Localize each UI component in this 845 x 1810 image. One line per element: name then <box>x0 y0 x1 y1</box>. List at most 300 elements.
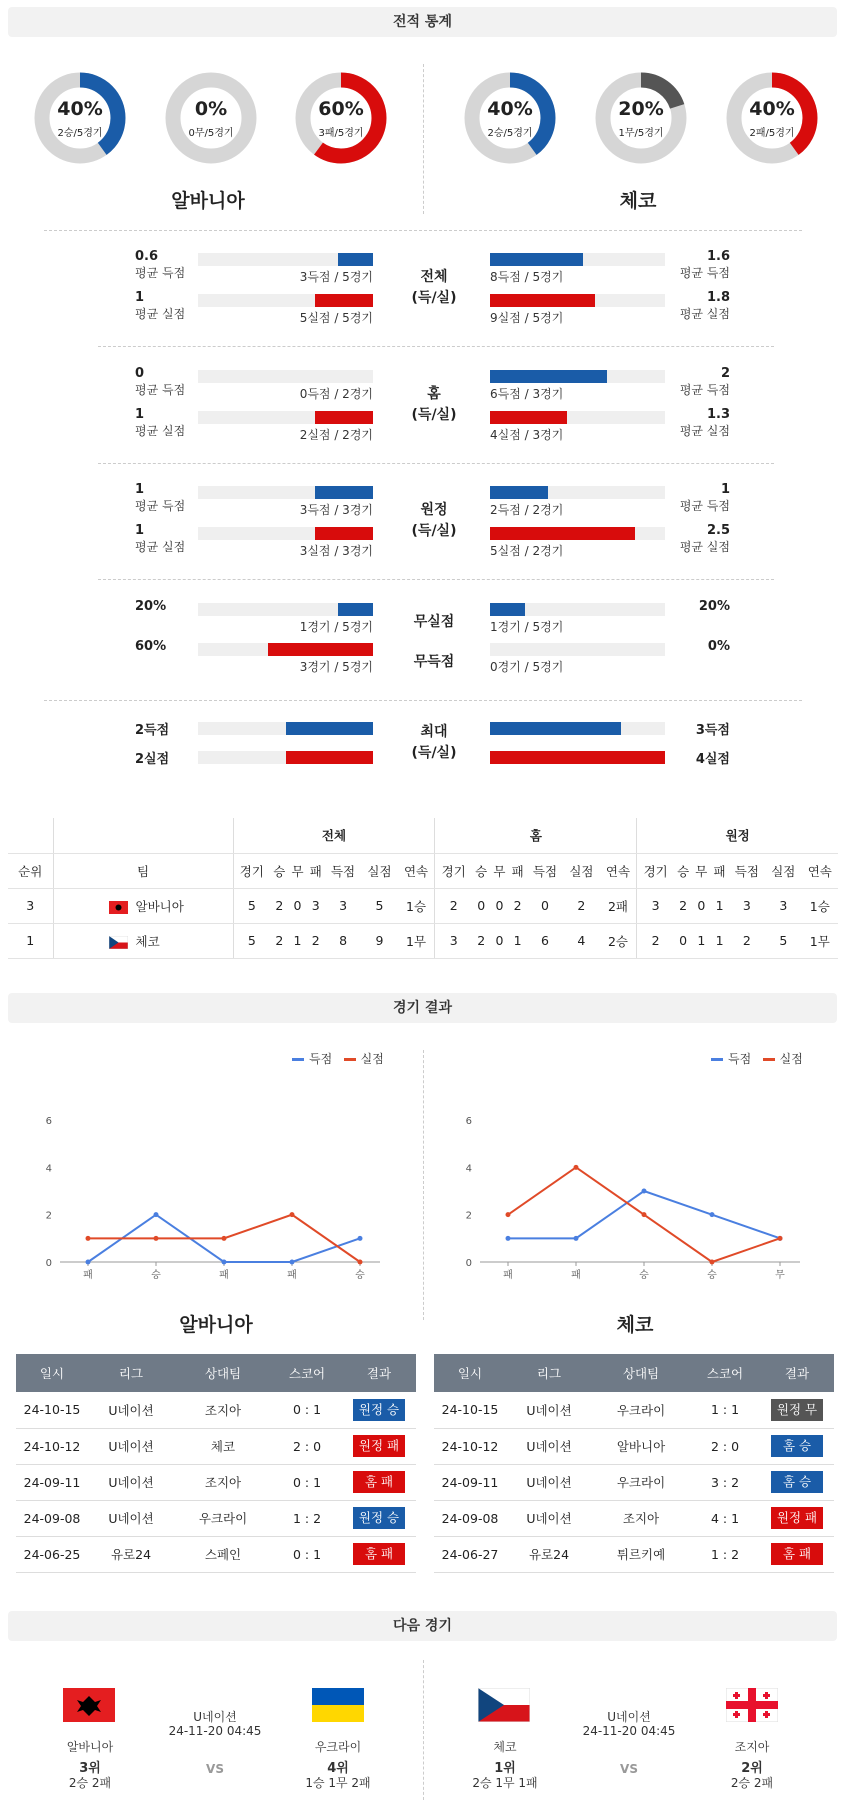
standings-header: 승 <box>674 853 692 888</box>
standings-cell: 2 <box>563 888 599 923</box>
standings-cell: 1 <box>692 923 710 958</box>
results-row[interactable] <box>434 1536 834 1572</box>
right-bar-fill <box>490 527 635 540</box>
results-cell: 우크라이 <box>592 1392 690 1428</box>
standings-header: 패 <box>710 853 728 888</box>
x-tick-label: 무 <box>775 1270 785 1281</box>
results-header: 일시 <box>16 1354 88 1392</box>
left-stat-value: 1 <box>135 407 145 422</box>
left-stat-value: 0.6 <box>135 249 159 264</box>
data-point <box>506 1212 511 1217</box>
results-header: 스코어 <box>690 1354 760 1392</box>
data-point <box>290 1260 295 1265</box>
left-stat-label: 평균 실점 <box>135 540 186 554</box>
results-outcome <box>760 1500 834 1536</box>
flag-ukraine <box>312 1688 364 1722</box>
results-table-right <box>434 1354 834 1573</box>
right-bar-label: 0경기 / 5경기 <box>490 660 564 674</box>
standings-header: 승 <box>472 853 490 888</box>
results-header: 상대팀 <box>174 1354 272 1392</box>
right-stat-label: 평균 득점 <box>679 383 730 397</box>
data-point <box>778 1236 783 1241</box>
y-tick-label: 0 <box>465 1258 472 1269</box>
divider <box>98 463 774 464</box>
next-home-record: 2승 1무 1패 <box>472 1776 538 1790</box>
results-cell: 체코 <box>174 1428 272 1464</box>
standings-header: 경기 <box>435 853 472 888</box>
clean-center-label: 무득점 <box>413 654 455 670</box>
donut-caption: 3패/5경기 <box>318 128 364 139</box>
standings-cell: 2승 <box>600 923 637 958</box>
data-point <box>86 1260 91 1265</box>
standings-cell: 0 <box>288 888 306 923</box>
left-bar-fill <box>338 253 373 266</box>
flag-albania <box>63 1688 115 1722</box>
donut-percent: 20% <box>618 98 664 120</box>
results-cell: U네이션 <box>88 1428 174 1464</box>
clean-center-label: 무실점 <box>413 614 455 630</box>
results-table-left <box>16 1354 416 1573</box>
results-header-row <box>434 1354 834 1392</box>
results-outcome <box>342 1392 416 1428</box>
results-header: 리그 <box>506 1354 592 1392</box>
donut-percent: 40% <box>749 98 795 120</box>
left-stat-label: 평균 실점 <box>135 424 186 438</box>
results-cell: 2 : 0 <box>690 1428 760 1464</box>
next-date: 24-11-20 04:45 <box>582 1724 676 1738</box>
results-cell: 유로24 <box>88 1536 174 1572</box>
flag-czech-icon <box>109 936 128 949</box>
result-badge: 홈 패 <box>353 1471 405 1493</box>
divider <box>98 579 774 580</box>
next-league: U네이션 <box>193 1710 237 1724</box>
results-cell: 우크라이 <box>592 1464 690 1500</box>
right-bar-fill <box>490 603 525 616</box>
legend-conceded: 실점 <box>360 1052 384 1066</box>
donut-caption: 0무/5경기 <box>188 128 234 139</box>
results-cell: U네이션 <box>506 1464 592 1500</box>
standings-cell: 9 <box>361 923 397 958</box>
standings-cell: 2 <box>509 888 527 923</box>
left-stat-label: 평균 득점 <box>135 383 186 397</box>
standings-header: 경기 <box>637 853 674 888</box>
right-bar-fill <box>490 411 567 424</box>
left-bar-fill <box>315 527 373 540</box>
next-home-name: 알바니아 <box>66 1740 114 1754</box>
results-cell: 유로24 <box>506 1536 592 1572</box>
left-stat-value: 1 <box>135 523 145 538</box>
left-bar-fill <box>315 294 373 307</box>
standings-cell: 6 <box>527 923 563 958</box>
y-tick-label: 2 <box>465 1210 472 1222</box>
standings-header: 패 <box>307 853 325 888</box>
compare-center-title: 전체 <box>420 269 448 285</box>
right-stat-label: 평균 실점 <box>679 307 730 321</box>
divider <box>44 230 802 231</box>
right-bar-track <box>490 643 665 656</box>
donut-caption: 2패/5경기 <box>749 128 795 139</box>
results-cell: 0 : 1 <box>272 1536 342 1572</box>
legend-line-conceded <box>344 1058 356 1061</box>
next-home-record: 2승 2패 <box>68 1776 112 1790</box>
standings-cell: 2 <box>674 888 692 923</box>
compare-center-sub: (득/실) <box>411 407 457 423</box>
result-badge: 원정 승 <box>353 1399 405 1421</box>
donut-percent: 40% <box>57 98 103 120</box>
compare-center-title: 원정 <box>420 502 448 518</box>
standings-cell: 0 <box>527 888 563 923</box>
results-cell: 2 : 0 <box>272 1428 342 1464</box>
standings-cell: 2 <box>270 888 288 923</box>
legend-line-score <box>292 1058 304 1061</box>
left-stat-value: 1 <box>135 290 145 305</box>
donut-chart <box>462 70 558 166</box>
results-cell: 24-09-11 <box>16 1464 88 1500</box>
results-outcome <box>342 1500 416 1536</box>
results-cell: 1 : 2 <box>272 1500 342 1536</box>
left-stat-value: 1 <box>135 482 145 497</box>
chart-legend-right <box>711 1050 803 1067</box>
results-cell: U네이션 <box>506 1428 592 1464</box>
y-tick-label: 6 <box>45 1116 52 1127</box>
divider <box>44 700 802 701</box>
standings-group-away: 원정 <box>637 818 838 853</box>
compare-center-sub: (득/실) <box>411 290 457 306</box>
right-stat-value: 2 <box>720 366 730 381</box>
standings-header: 연속 <box>802 853 838 888</box>
data-point <box>154 1236 159 1241</box>
data-point <box>358 1260 363 1265</box>
standings-cell: 2 <box>637 923 674 958</box>
result-badge: 원정 패 <box>771 1507 823 1529</box>
results-row[interactable] <box>434 1428 834 1464</box>
right-stat-value: 20% <box>698 599 730 614</box>
standings-cell: 1승 <box>802 888 838 923</box>
y-tick-label: 0 <box>45 1258 52 1269</box>
left-stat-label: 평균 득점 <box>135 499 186 513</box>
results-row[interactable] <box>16 1428 416 1464</box>
standings-cell: 3 <box>435 923 472 958</box>
results-cell: U네이션 <box>88 1500 174 1536</box>
vs-label: VS <box>620 1762 638 1776</box>
standings-header: 실점 <box>765 853 801 888</box>
left-stat-label: 평균 득점 <box>135 266 186 280</box>
results-outcome <box>760 1428 834 1464</box>
max-left-value: 2실점 <box>135 752 170 767</box>
standings-cell: 3 <box>765 888 801 923</box>
data-point <box>574 1165 579 1170</box>
standings-header: 연속 <box>398 853 435 888</box>
standings-header: 연속 <box>600 853 637 888</box>
results-cell: 조지아 <box>592 1500 690 1536</box>
results-row[interactable] <box>16 1392 416 1428</box>
results-cell: 24-09-11 <box>434 1464 506 1500</box>
standings-row <box>8 923 838 958</box>
standings-cell: 4 <box>563 923 599 958</box>
section-title-stats: 전적 통계 <box>8 7 837 37</box>
results-cell: 0 : 1 <box>272 1392 342 1428</box>
y-tick-label: 4 <box>465 1163 472 1175</box>
left-bar-fill <box>315 411 373 424</box>
results-header: 리그 <box>88 1354 174 1392</box>
divider <box>423 64 424 214</box>
right-bar-fill <box>490 253 583 266</box>
legend-line-conceded <box>763 1058 775 1061</box>
results-cell: 스페인 <box>174 1536 272 1572</box>
results-cell: 조지아 <box>174 1464 272 1500</box>
standings-header: 무 <box>490 853 508 888</box>
standings-rank: 3 <box>8 888 53 923</box>
standings-cell: 2패 <box>600 888 637 923</box>
results-header: 상대팀 <box>592 1354 690 1392</box>
divider <box>423 1660 424 1800</box>
standings-cell: 5 <box>765 923 801 958</box>
results-row[interactable] <box>434 1392 834 1428</box>
flag-albania-icon <box>109 901 128 914</box>
right-bar-label: 9실점 / 5경기 <box>490 311 564 325</box>
right-bar-label: 6득점 / 3경기 <box>490 387 564 401</box>
standings-header: 득점 <box>527 853 563 888</box>
max-right-value: 4실점 <box>695 752 730 767</box>
results-cell: 0 : 1 <box>272 1464 342 1500</box>
standings-team[interactable] <box>53 888 233 923</box>
standings-cell: 5 <box>233 888 270 923</box>
next-away-rank: 4위 <box>327 1761 349 1776</box>
standings-header: 승 <box>270 853 288 888</box>
x-tick-label: 승 <box>639 1270 649 1281</box>
result-badge: 원정 무 <box>771 1399 823 1421</box>
results-cell: 튀르키예 <box>592 1536 690 1572</box>
standings-header: 실점 <box>361 853 397 888</box>
standings-cell: 0 <box>692 888 710 923</box>
left-bar-label: 5실점 / 5경기 <box>299 311 373 325</box>
right-bar-fill <box>490 722 621 735</box>
divider <box>423 1050 424 1320</box>
results-cell: 24-10-12 <box>434 1428 506 1464</box>
next-away-record: 1승 1무 2패 <box>305 1776 371 1790</box>
left-bar-label: 3경기 / 5경기 <box>299 660 373 674</box>
standings-cell: 2 <box>729 923 765 958</box>
standings-header: 득점 <box>325 853 361 888</box>
right-bar-label: 8득점 / 5경기 <box>490 270 564 284</box>
chart-legend-left <box>292 1050 384 1067</box>
standings-header: 팀 <box>53 853 233 888</box>
data-point <box>710 1212 715 1217</box>
data-point <box>358 1236 363 1241</box>
standings-rank: 1 <box>8 923 53 958</box>
results-cell: U네이션 <box>88 1464 174 1500</box>
results-outcome <box>760 1536 834 1572</box>
results-outcome <box>760 1464 834 1500</box>
next-home-rank: 1위 <box>494 1761 516 1776</box>
results-row[interactable] <box>434 1464 834 1500</box>
standings-header: 패 <box>509 853 527 888</box>
x-tick-label: 패 <box>219 1270 229 1281</box>
right-stat-value: 1.3 <box>706 407 730 422</box>
standings-row <box>8 888 838 923</box>
data-point <box>222 1260 227 1265</box>
standings-header: 무 <box>288 853 306 888</box>
data-point <box>154 1212 159 1217</box>
standings-cell: 1승 <box>398 888 435 923</box>
legend-line-score <box>711 1058 723 1061</box>
results-cell: 3 : 2 <box>690 1464 760 1500</box>
y-tick-label: 6 <box>465 1116 472 1127</box>
result-badge: 홈 패 <box>771 1543 823 1565</box>
x-tick-label: 패 <box>83 1270 93 1281</box>
left-bar-label: 3득점 / 5경기 <box>299 270 373 284</box>
section-title-results: 경기 결과 <box>8 993 837 1023</box>
data-point <box>574 1236 579 1241</box>
right-bar-fill <box>490 486 548 499</box>
team-name-right: 체코 <box>619 190 657 212</box>
data-point <box>222 1236 227 1241</box>
left-stat-label: 평균 실점 <box>135 307 186 321</box>
right-bar-label: 4실점 / 3경기 <box>490 428 564 442</box>
right-stat-value: 1 <box>720 482 730 497</box>
max-center-label <box>404 722 464 764</box>
results-cell: U네이션 <box>88 1392 174 1428</box>
data-point <box>506 1236 511 1241</box>
data-point <box>642 1212 647 1217</box>
right-stat-value: 1.8 <box>706 290 730 305</box>
standings-cell: 1 <box>710 923 728 958</box>
results-header: 결과 <box>760 1354 834 1392</box>
right-stat-value: 2.5 <box>706 523 730 538</box>
donut-chart <box>163 70 259 166</box>
data-point <box>86 1236 91 1241</box>
standings-cell: 1무 <box>398 923 435 958</box>
next-away-name: 조지아 <box>734 1740 770 1754</box>
left-stat-value: 0 <box>135 366 145 381</box>
chart-right <box>450 1100 840 1290</box>
data-point <box>642 1189 647 1194</box>
max-center-sub: (득/실) <box>411 745 457 761</box>
standings-header: 경기 <box>233 853 270 888</box>
right-stat-label: 평균 득점 <box>679 499 730 513</box>
donut-chart <box>32 70 128 166</box>
legend-score: 득점 <box>728 1052 752 1066</box>
next-home-name: 체코 <box>493 1740 517 1754</box>
left-stat-value: 60% <box>135 639 167 654</box>
donut-chart <box>293 70 389 166</box>
standings-cell: 3 <box>307 888 325 923</box>
right-bar-label: 2득점 / 2경기 <box>490 503 564 517</box>
left-bar-fill <box>338 603 373 616</box>
max-left-value: 2득점 <box>135 723 170 738</box>
right-stat-label: 평균 실점 <box>679 540 730 554</box>
result-badge: 홈 패 <box>353 1543 405 1565</box>
donut-percent: 40% <box>487 98 533 120</box>
right-stat-value: 1.6 <box>706 249 730 264</box>
results-cell: 1 : 1 <box>690 1392 760 1428</box>
x-tick-label: 승 <box>707 1270 717 1281</box>
x-tick-label: 패 <box>287 1270 297 1281</box>
standings-cell: 1 <box>710 888 728 923</box>
result-badge: 원정 패 <box>353 1435 405 1457</box>
results-header: 스코어 <box>272 1354 342 1392</box>
standings-header: 순위 <box>8 853 53 888</box>
results-team-right: 체코 <box>616 1314 654 1336</box>
results-cell: 24-09-08 <box>16 1500 88 1536</box>
results-team-left: 알바니아 <box>179 1314 253 1336</box>
donut-caption: 1무/5경기 <box>618 128 664 139</box>
max-center-title: 최대 <box>420 724 448 740</box>
standings-header: 득점 <box>729 853 765 888</box>
results-cell: 4 : 1 <box>690 1500 760 1536</box>
standings-cell: 0 <box>490 888 508 923</box>
compare-center-title: 홈 <box>427 386 441 402</box>
standings-header: 무 <box>692 853 710 888</box>
team-name-left: 알바니아 <box>171 190 245 212</box>
results-row[interactable] <box>16 1500 416 1536</box>
results-cell: 24-06-27 <box>434 1536 506 1572</box>
standings-cell: 2 <box>472 923 490 958</box>
left-bar-label: 2실점 / 2경기 <box>299 428 373 442</box>
results-outcome <box>342 1428 416 1464</box>
results-row[interactable] <box>16 1536 416 1572</box>
left-bar-label: 1경기 / 5경기 <box>299 620 373 634</box>
result-badge: 홈 승 <box>771 1435 823 1457</box>
next-away-name: 우크라이 <box>314 1740 362 1754</box>
right-bar-fill <box>490 751 665 764</box>
standings-group-home: 홈 <box>435 818 637 853</box>
results-row[interactable] <box>16 1464 416 1500</box>
right-stat-label: 평균 실점 <box>679 424 730 438</box>
results-outcome <box>760 1392 834 1428</box>
results-cell: 24-09-08 <box>434 1500 506 1536</box>
results-cell: U네이션 <box>506 1500 592 1536</box>
next-date: 24-11-20 04:45 <box>168 1724 262 1738</box>
right-bar-fill <box>490 294 595 307</box>
donut-caption: 2승/5경기 <box>487 128 533 139</box>
standings-cell: 5 <box>361 888 397 923</box>
x-tick-label: 승 <box>355 1270 365 1281</box>
x-tick-label: 패 <box>571 1270 581 1281</box>
right-bar-label: 1경기 / 5경기 <box>490 620 564 634</box>
left-bar-fill <box>268 643 373 656</box>
results-cell: 24-10-12 <box>16 1428 88 1464</box>
legend-score: 득점 <box>309 1052 333 1066</box>
donut-chart <box>724 70 820 166</box>
donut-percent: 60% <box>318 98 364 120</box>
results-header-row <box>16 1354 416 1392</box>
standings-table <box>8 818 838 959</box>
results-header: 일시 <box>434 1354 506 1392</box>
standings-team-name: 체코 <box>135 933 160 949</box>
results-cell: 24-10-15 <box>434 1392 506 1428</box>
data-point <box>290 1212 295 1217</box>
legend-conceded: 실점 <box>779 1052 803 1066</box>
standings-cell: 1 <box>509 923 527 958</box>
compare-center-label <box>404 500 464 542</box>
standings-team[interactable] <box>53 923 233 958</box>
flag-georgia <box>726 1688 778 1722</box>
flag-czech <box>478 1688 530 1722</box>
results-row[interactable] <box>434 1500 834 1536</box>
y-tick-label: 2 <box>45 1210 52 1222</box>
standings-cell: 0 <box>472 888 490 923</box>
section-title-next: 다음 경기 <box>8 1611 837 1641</box>
standings-cell: 5 <box>233 923 270 958</box>
left-bar-track <box>198 370 373 383</box>
data-point <box>710 1260 715 1265</box>
vs-label: VS <box>206 1762 224 1776</box>
right-bar-fill <box>490 370 607 383</box>
result-badge: 홈 승 <box>771 1471 823 1493</box>
standings-cell: 8 <box>325 923 361 958</box>
standings-cell: 2 <box>270 923 288 958</box>
